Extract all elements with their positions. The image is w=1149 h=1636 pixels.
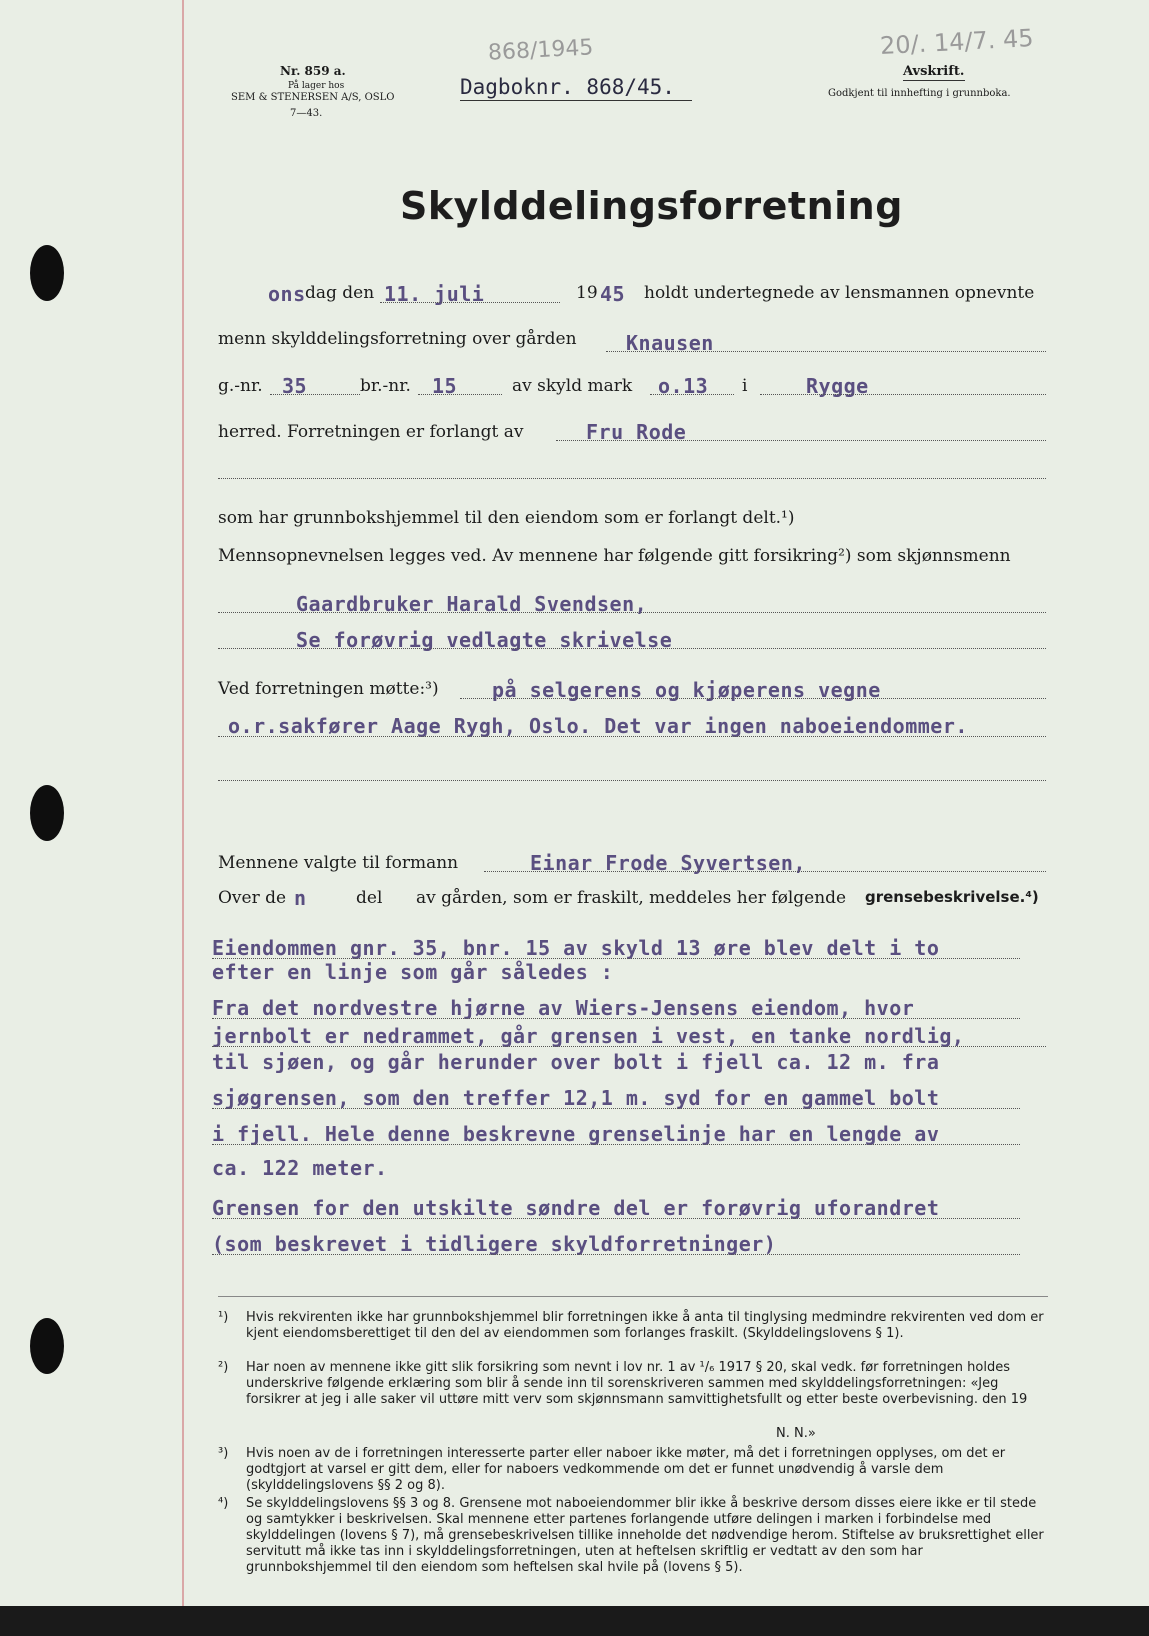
- mote-dots: [460, 698, 1046, 699]
- description-line: sjøgrensen, som den treffer 12,1 m. syd for en gammel bolt: [212, 1086, 940, 1110]
- herred-label: herred. Forretningen er forlangt av: [218, 422, 524, 442]
- printer-line: På lager hos: [288, 81, 345, 91]
- year-typed: 45: [600, 282, 626, 306]
- printer-line: 7—43.: [290, 108, 323, 119]
- footnote-text: Se skylddelingslovens §§ 3 og 8. Grensene mot naboeiendommer blir ikke å beskrive dersom disses eiere ikke er til stede og samtykker i beskrivelsen. Skal mennene etter partenes forlangende utføre delingen i marken i forbindelse med skylddelingen (lovens § 7), må grensebeskrivelsen tillike inneholde det nødvendige herom. Stiftelse av bruksrettighet eller servitutt må ikke tas inn i skylddelingsforretningen, uten at heftelsen skriftlig er vedtatt av den som har grunnbokshjemmel til den eiendom som heftelsen skal hvile på (lovens § 5).: [246, 1496, 1044, 1575]
- mote-dots: [218, 736, 1046, 737]
- description-line: (som beskrevet i tidligere skyldforretninger): [212, 1232, 777, 1256]
- grensebeskrivelse-label: grensebeskrivelse.⁴): [865, 888, 1039, 906]
- binder-hole: [30, 785, 64, 841]
- godkjent-label: Godkjent til innhefting i grunnboka.: [828, 88, 1011, 99]
- binder-hole: [30, 1318, 64, 1374]
- description-dots: [212, 1046, 1046, 1047]
- description-dots: [212, 958, 1020, 959]
- footnote-text: Hvis rekvirenten ikke har grunnbokshjemmel blir forretningen ikke å anta til tinglysing medmindre rekvirenten ved dom er kjent eiendomsberettiget til den del av eiendommen som forlanges fraskilt. (Skylddelingslovens § 1).: [246, 1310, 1044, 1341]
- requester: Fru Rode: [586, 420, 687, 444]
- menns-line: Mennsopnevnelsen legges ved. Av mennene har følgende gitt forsikring²) som skjønnsmenn: [218, 546, 1011, 566]
- description-line: Fra det nordvestre hjørne av Wiers-Jensens eiendom, hvor: [212, 996, 915, 1020]
- description-dots: [212, 1108, 1020, 1109]
- blank-dots: [218, 780, 1046, 781]
- bnr-value: 15: [432, 374, 458, 398]
- footnote-mark: ²): [218, 1360, 229, 1375]
- dagbok-number: Dagboknr. 868/45.: [460, 75, 675, 99]
- assessor-line: Se forøvrig vedlagte skrivelse: [296, 628, 673, 652]
- municipality: Rygge: [806, 374, 869, 398]
- day-label: dag den: [305, 283, 375, 303]
- description-dots: [212, 1018, 1020, 1019]
- margin-rule: [182, 0, 184, 1636]
- page-title: Skylddelingsforretning: [400, 184, 903, 228]
- line1-text: holdt undertegnede av lensmannen opnevnte: [644, 283, 1035, 303]
- description-line: til sjøen, og går herunder over bolt i fjell ca. 12 m. fra: [212, 1050, 940, 1074]
- footnote-rule: [218, 1296, 1048, 1297]
- day-typed: ons: [268, 282, 306, 306]
- mote-line: på selgerens og kjøperens vegne: [492, 678, 881, 702]
- bnr-label: br.-nr.: [360, 376, 411, 396]
- footnote-text: Hvis noen av de i forretningen interesserte parter eller naboer ikke møter, må det i forretningen opplyses, om det er godtgjort at varsel er gitt dem, eller for naboers vedkommende om det er funnet unødvendig å varsle dem (skylddelingslovens §§ 2 og 8).: [246, 1446, 1006, 1493]
- gnr-label: g.-nr.: [218, 376, 263, 396]
- avskrift-underline: [903, 80, 965, 81]
- year-prefix: 19: [576, 283, 598, 303]
- printer-line: SEM & STENERSEN A/S, OSLO: [231, 92, 395, 103]
- line2-text: menn skylddelingsforretning over gården: [218, 329, 577, 349]
- description-line: ca. 122 meter.: [212, 1156, 388, 1180]
- over-label: Over de: [218, 888, 287, 908]
- skyld-dots: [650, 394, 734, 395]
- description-dots: [212, 1218, 1020, 1219]
- i-label: i: [742, 376, 748, 396]
- scan-edge: [0, 1606, 1149, 1636]
- gnr-value: 35: [282, 374, 308, 398]
- footnote-signature: N. N.»: [776, 1426, 816, 1441]
- dagbok-underline: [460, 100, 692, 101]
- description-line: efter en linje som går således :: [212, 960, 614, 984]
- description-line: Eiendommen gnr. 35, bnr. 15 av skyld 13 øre blev delt i to: [212, 936, 940, 960]
- assessor-dots: [218, 612, 1046, 613]
- description-line: jernbolt er nedrammet, går grensen i vest, en tanke nordlig,: [212, 1024, 965, 1048]
- footnote-mark: ³): [218, 1446, 229, 1461]
- over-typed: n: [294, 886, 307, 910]
- gnr-dots: [270, 394, 360, 395]
- mote-line: o.r.sakfører Aage Rygh, Oslo. Det var ingen naboeiendommer.: [228, 714, 968, 738]
- farm-name: Knausen: [626, 331, 714, 355]
- date-typed: 11. juli: [384, 282, 485, 306]
- over-del-label: del: [356, 888, 383, 908]
- over-text: av gården, som er fraskilt, meddeles her følgende: [416, 888, 847, 908]
- footnote-mark: ⁴): [218, 1496, 229, 1511]
- avskrift-label: Avskrift.: [903, 64, 965, 79]
- date-dots: [380, 302, 560, 303]
- description-line: i fjell. Hele denne beskrevne grenselinje har en lengde av: [212, 1122, 940, 1146]
- skyld-label: av skyld mark: [512, 376, 633, 396]
- formann-value: Einar Frode Syvertsen,: [530, 851, 806, 875]
- form-number: Nr. 859 a.: [280, 64, 346, 78]
- description-dots: [212, 1254, 1020, 1255]
- formann-label: Mennene valgte til formann: [218, 853, 459, 873]
- footnote-text: Har noen av mennene ikke gitt slik forsikring som nevnt i lov nr. 1 av ¹/₆ 1917 § 20, skal vedk. før forretningen holdes underskrive følgende erklæring som blir å sende inn til sorenskriveren sammen med skylddelingsforretningen: «Jeg forsikrer at jeg i alle saker vil uttøre mitt verv som skjønnsmann samvittighetsfullt og etter beste overbevisning. den 19: [246, 1360, 1028, 1407]
- requester-dots: [556, 440, 1046, 441]
- bnr-dots: [418, 394, 502, 395]
- formann-dots: [484, 871, 1046, 872]
- binder-hole: [30, 245, 64, 301]
- farm-dots: [606, 351, 1046, 352]
- grunnbok-line: som har grunnbokshjemmel til den eiendom som er forlangt delt.¹): [218, 508, 795, 528]
- skyld-value: o.13: [658, 374, 709, 398]
- description-line: Grensen for den utskilte søndre del er forøvrig uforandret: [212, 1196, 940, 1220]
- blank-dots: [218, 478, 1046, 479]
- description-dots: [212, 1144, 1020, 1145]
- pencil-archive-number: 868/1945: [487, 35, 594, 66]
- pencil-date: 20/. 14/7. 45: [879, 24, 1035, 60]
- assessor-line: Gaardbruker Harald Svendsen,: [296, 592, 648, 616]
- municipality-dots: [760, 394, 1046, 395]
- assessor-dots: [218, 648, 1046, 649]
- footnote-mark: ¹): [218, 1310, 229, 1325]
- mote-label: Ved forretningen møtte:³): [218, 679, 439, 699]
